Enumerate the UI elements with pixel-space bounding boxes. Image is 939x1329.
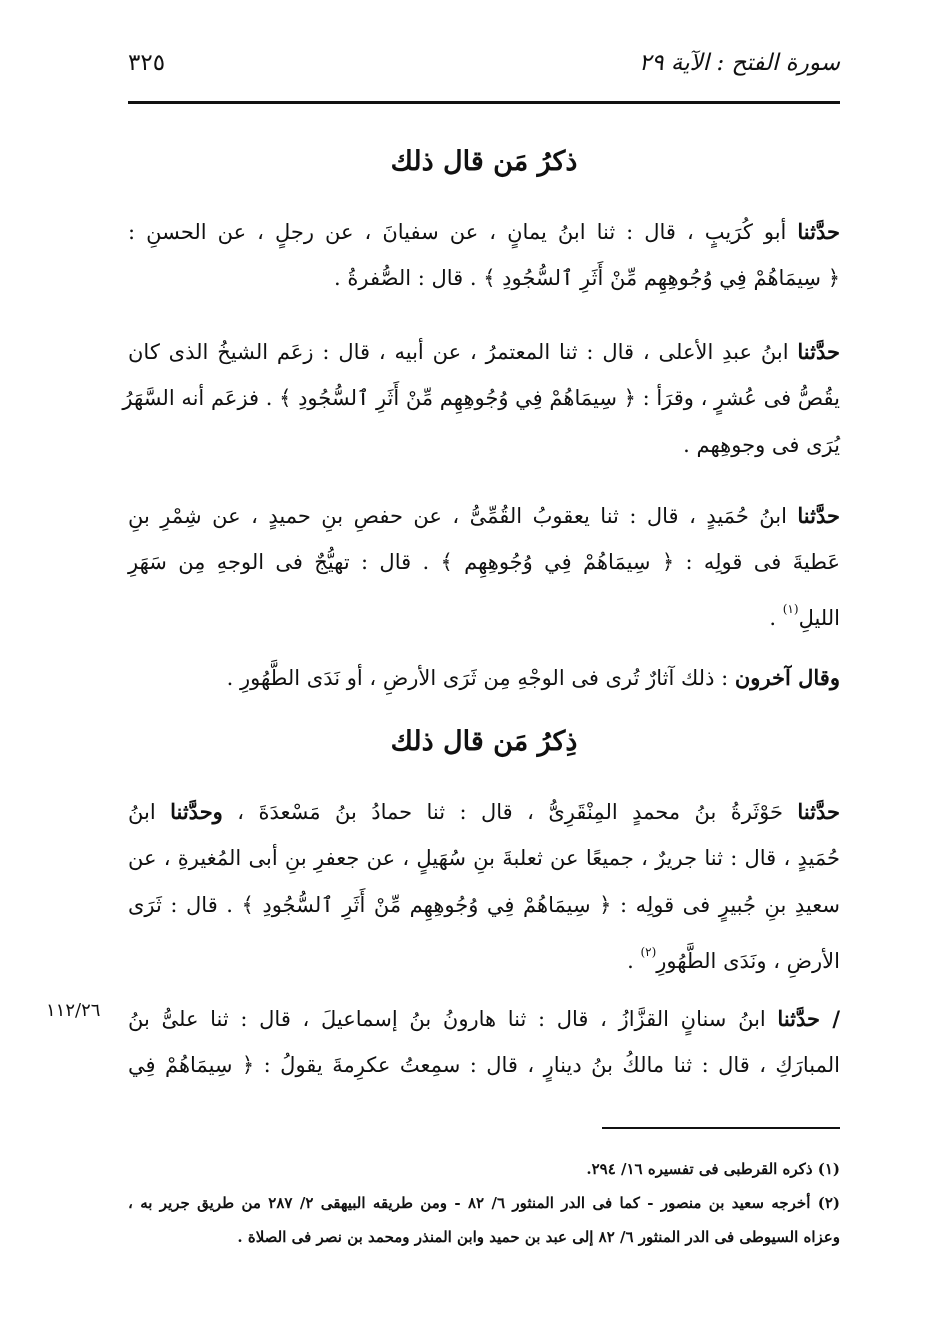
narration-paragraph [128,788,840,976]
narration-paragraph [128,995,840,1089]
text-line: عَطيةَ فى قولِه : ﴿ سِيمَاهُمْ فِي وُجُوهِهِم ﴾ . قال : تهيُّجٌ فى الوجهِ مِن سَهَرِ [128,550,840,574]
text-line: / حدَّثنا ابنُ سنانٍ القزَّازُ ، قال : ثنا هارونُ بنُ إسماعيلَ ، قال : ثنا علىُّ بنُ [128,1006,840,1031]
section-heading: ذكرُ مَن قال ذلك [390,146,578,177]
narration-paragraph [128,208,840,302]
narration-paragraph [128,654,840,701]
header-rule [128,101,840,104]
text-line: الأرضِ ، ونَدَى الطَّهُورِ$^{(٢)}$ . [627,945,840,973]
text-line: يقُصُّ فى عُشرٍ ، وقرَأ : ﴿ سِيمَاهُمْ فِي وُجُوهِهِم مِّنْ أَثَرِ ٱلسُّجُودِ ﴾ . فزعَم أنه السَّهَرُ [122,386,840,410]
footnotes [128,1152,840,1254]
narration-keyword: / [820,1006,840,1031]
text-line: المبارَكِ ، قال : ثنا مالكُ بنُ دينارٍ ، قال : سمِعتُ عكرِمةَ يقولُ : ﴿ سِيمَاهُمْ فِي [128,1053,840,1077]
footnote-marker[interactable]: (٢) [640,945,657,959]
text-line: حدَّثنا ابنُ حُمَيدٍ ، قال : ثنا يعقوبُ القُمِّىُّ ، عن حفصِ بنِ حميدٍ ، عن شِمْرِ بنِ [128,503,840,528]
footnote-2-line: وعزاه السيوطى فى الدر المنثور ٦/ ٨٢ إلى عبد بن حميد وابن المنذر ومحمد بن نصر فى الصلاة . [237,1228,840,1246]
footnote-2-line: (٢) أخرجه سعيد بن منصور - كما فى الدر المنثور ٦/ ٨٢ - ومن طريقه البيهقى ٢/ ٢٨٧ من طريق جرير به ، [128,1194,841,1212]
margin-reference: ١١٢/٢٦ [46,1000,101,1021]
text-line: الليلِ$^{(١)}$ . [769,602,840,630]
running-header [128,50,840,94]
page-number: ٣٢٥ [128,50,166,76]
footnote-rule [602,1127,840,1129]
section-heading: ذِكرُ مَن قال ذلك [390,726,578,757]
text-line: يُرَى فى وجوهِهم . [683,433,840,457]
narration-keyword: حدَّثنا [797,799,841,824]
narration-keyword: حدَّثنا [797,339,840,364]
text-line: حدَّثنا حَوْثَرةُ بنُ محمدٍ المِنْقَرِىُّ ، قال : ثنا حمادُ بنُ مَسْعدَةَ ، وحدَّثنا ابنُ [128,799,841,824]
text-line: وقال آخرون : ذلك آثارٌ تُرى فى الوجْهِ مِن ثَرَى الأرضِ ، أو نَدَى الطَّهُورِ . [226,665,840,690]
footnote-1: (١) ذكره القرطبى فى تفسيره ١٦/ ٢٩٤. [586,1160,840,1178]
narration-paragraph [128,492,840,633]
narration-keyword: حدَّثنا [777,1006,821,1031]
text-line: حُمَيدٍ ، قال : ثنا جريرٌ ، جميعًا عن ثعلبةَ بنِ سُهَيلٍ ، عن جعفرِ بنِ أبى المُغيرةِ ، عن [128,846,840,870]
text-line: حدَّثنا أبو كُرَيبٍ ، قال : ثنا ابنُ يمانٍ ، عن سفيانَ ، عن رجلٍ ، عن الحسنِ : [128,219,840,244]
narration-paragraph [122,328,840,469]
text-line: سعيدِ بنِ جُبيرٍ فى قولِه : ﴿ سِيمَاهُمْ فِي وُجُوهِهِم مِّنْ أَثَرِ ٱلسُّجُودِ ﴾ . قال : ثَرَى [128,893,840,917]
narration-keyword: حدَّثنا [797,219,840,244]
surah-title: سورة الفتح : الآية ٢٩ [638,50,840,76]
text-line: ﴿ سِيمَاهُمْ فِي وُجُوهِهِم مِّنْ أَثَرِ ٱلسُّجُودِ ﴾ . قال : الصُّفرةُ . [334,266,840,290]
narration-keyword: وحدَّثنا [170,799,223,824]
text-line: حدَّثنا ابنُ عبدِ الأعلى ، قال : ثنا المعتمرُ ، عن أبيه ، قال : زعَم الشيخُ الذى كان [128,339,840,364]
narration-keyword: حدَّثنا [797,503,840,528]
narration-keyword: وقال آخرون [734,665,840,690]
footnote-marker[interactable]: (١) [782,602,799,616]
